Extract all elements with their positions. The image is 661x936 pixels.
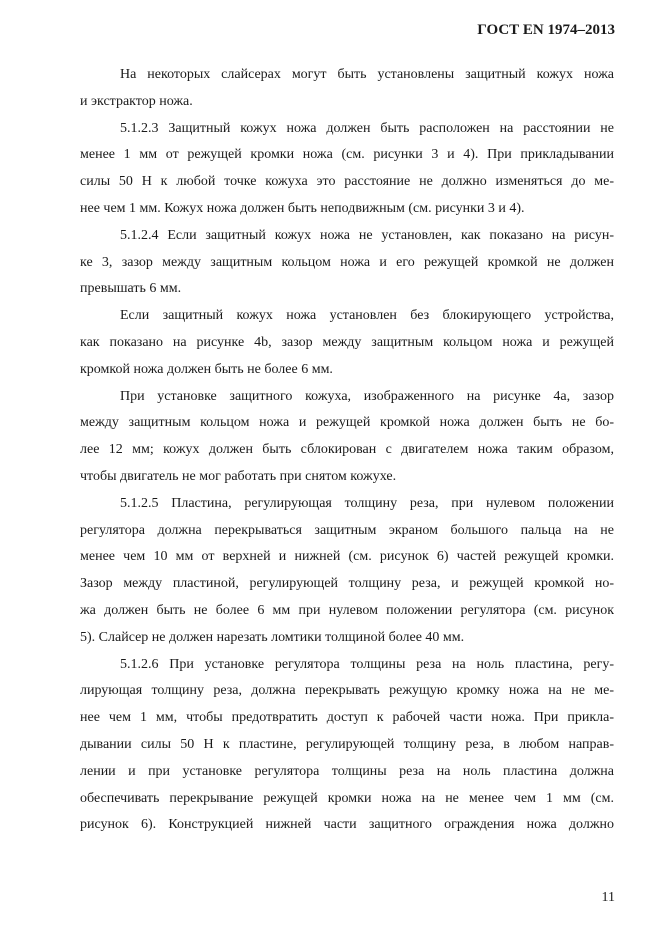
text-line: лее 12 мм; кожух должен быть сблокирован с двигателем ножа таким образом,: [80, 442, 614, 458]
text-line: 5.1.2.6 При установке регулятора толщины реза на ноль пластина, регу-: [120, 656, 614, 672]
page-number: 11: [601, 890, 615, 905]
text-line: 5.1.2.5 Пластина, регулирующая толщину реза, при нулевом положении: [120, 495, 614, 511]
text-line: Если защитный кожух ножа установлен без блокирующего устройства,: [120, 308, 614, 324]
text-line: лении и при установке регулятора толщины реза на ноль пластина должна: [80, 763, 614, 779]
text-line: как показано на рисунке 4b, зазор между защитным кольцом ножа и режущей: [80, 334, 614, 350]
text-line: жа должен быть не более 6 мм при нулевом положении регулятора (см. рисунок: [80, 602, 614, 618]
text-line: При установке защитного кожуха, изображенного на рисунке 4a, зазор: [120, 388, 614, 404]
text-line: превышать 6 мм.: [80, 281, 182, 297]
text-line: между защитным кольцом ножа и режущей кромкой ножа должен быть не бо-: [80, 415, 614, 431]
text-line: Зазор между пластиной, регулирующей толщину реза, и режущей кромкой но-: [80, 576, 614, 592]
text-line: силы 50 Н к любой точке кожуха это расстояние не должно изменяться до ме-: [80, 174, 614, 190]
text-line: На некоторых слайсерах могут быть установлены защитный кожух ножа: [120, 67, 614, 82]
text-line: 5.1.2.3 Защитный кожух ножа должен быть расположен на расстоянии не: [120, 120, 614, 136]
document-header: ГОСТ EN 1974–2013: [477, 22, 615, 38]
text-line: менее чем 10 мм от верхней и нижней (см. рисунок 6) частей режущей кромки.: [80, 549, 614, 565]
text-line: лирующая толщину реза, должна перекрывать режущую кромку ножа на не ме-: [80, 683, 614, 699]
text-line: нее чем 1 мм, чтобы предотвратить доступ к рабочей части ножа. При прикла-: [80, 710, 614, 726]
text-line: нее чем 1 мм. Кожух ножа должен быть неподвижным (см. рисунки 3 и 4).: [80, 200, 525, 216]
text-line: ке 3, зазор между защитным кольцом ножа и его режущей кромкой не должен: [80, 254, 614, 270]
text-line: дывании силы 50 Н к пластине, регулирующей толщину реза, в любом направ-: [80, 736, 614, 752]
text-line: 5.1.2.4 Если защитный кожух ножа не установлен, как показано на рисун-: [120, 227, 614, 243]
text-line: обеспечивать перекрывание режущей кромки ножа на не менее чем 1 мм (см.: [80, 790, 614, 806]
text-line: менее 1 мм от режущей кромки ножа (см. рисунки 3 и 4). При прикладывании: [80, 147, 614, 163]
document-body: [80, 62, 614, 839]
text-line: чтобы двигатель не мог работать при снятом кожухе.: [80, 468, 397, 484]
text-line: регулятора должна перекрываться защитным экраном большого пальца на не: [80, 522, 614, 538]
text-line: 5). Слайсер не должен нарезать ломтики толщиной более 40 мм.: [80, 629, 465, 645]
text-line: и экстрактор ножа.: [80, 93, 193, 109]
text-line: рисунок 6). Конструкцией нижней части защитного ограждения ножа должно: [80, 817, 614, 833]
text-line: кромкой ножа должен быть не более 6 мм.: [80, 361, 333, 377]
